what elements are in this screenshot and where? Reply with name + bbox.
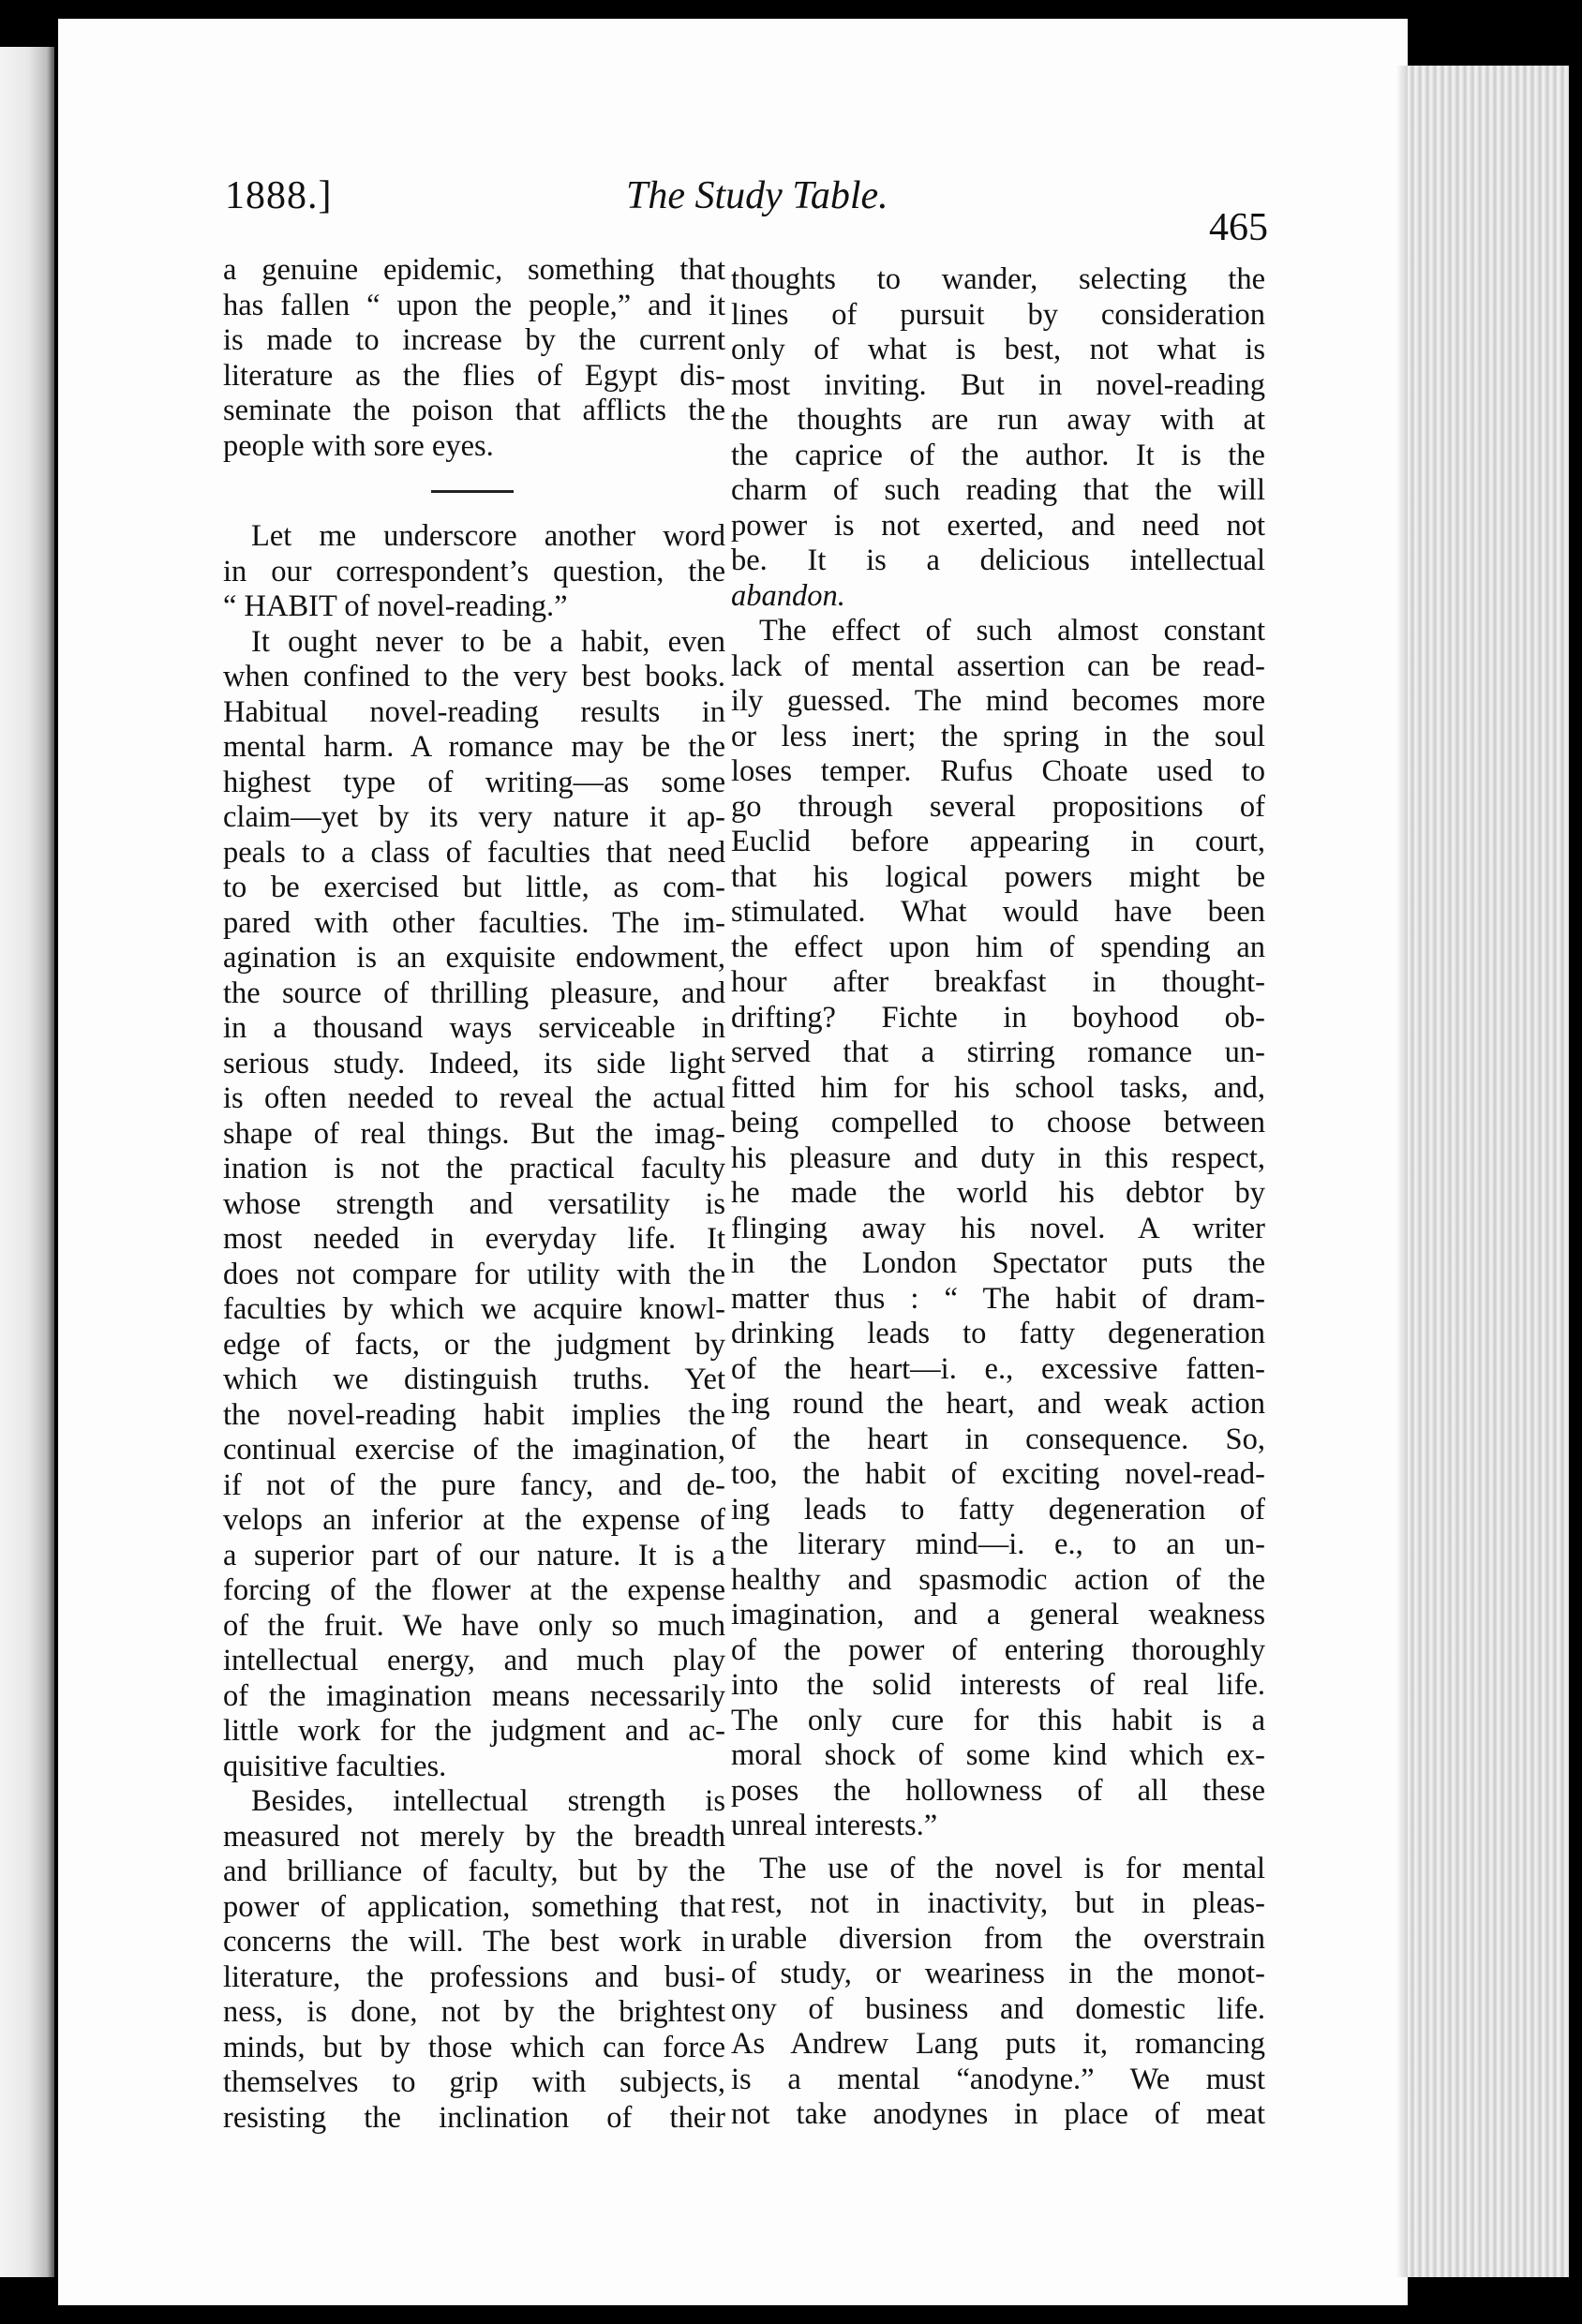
running-head-title: The Study Table. [626,174,888,217]
text-line: quisitive faculties. [223,1749,447,1783]
paragraph [731,1852,1265,2133]
text-line: seminate the poison that afflicts the [223,394,725,427]
text-line: serious study. Indeed, its side light [223,1046,725,1080]
text-line: drinking leads to fatty degeneration [731,1317,1265,1350]
text-line: fitted him for his school tasks, and, [731,1070,1265,1105]
text-line: matter thus : “ The habit of dram- [731,1281,1265,1316]
text-line: is a mental “anodyne.” We must [731,2062,1265,2096]
text-line: loses temper. Rufus Choate used to [731,754,1265,788]
text-line: minds, but by those which can force [223,2030,725,2064]
text-line: pared with other faculties. The im- [223,905,725,940]
text-line: claim—yet by its very nature it ap- [223,800,725,834]
text-line: rest, not in inactivity, but in pleas- [731,1886,1265,1920]
text-line: thoughts to wander, selecting the [731,262,1265,296]
text-line: power of application, something that [223,1889,725,1924]
text-line: whose strength and versatility is [223,1186,725,1221]
text-line: the novel-reading habit implies the [223,1397,725,1432]
text-line: resisting the inclination of their [223,2100,725,2135]
paragraph [731,614,1265,1844]
text-line: healthy and spasmodic action of the [731,1562,1265,1597]
text-line: urable diversion from the overstrain [731,1921,1265,1956]
text-line: not take anodynes in place of meat [731,2097,1265,2131]
text-line: a superior part of our nature. It is a [223,1538,725,1572]
page-edges-stack [1408,66,1569,2277]
text-line: only of what is best, not what is [731,333,1265,366]
text-line: lack of mental assertion can be read- [731,648,1265,683]
text-line: continual exercise of the imagination, [223,1433,725,1467]
text-line: ination is not the practical faculty [223,1152,725,1185]
text-line: charm of such reading that the will [731,473,1265,507]
text-line: the source of thrilling pleasure, and [223,976,725,1010]
page-number: 465 [1209,206,1268,249]
text-line: The only cure for this habit is a [731,1703,1265,1737]
text-line: edge of facts, or the judgment by [223,1327,725,1362]
text-line: in our correspondent’s question, the [223,554,725,588]
text-line: forcing of the flower at the expense [223,1573,725,1607]
text-line: of the heart—i. e., excessive fatten- [731,1351,1265,1386]
text-line: into the solid interests of real life. [731,1668,1265,1702]
text-line: moral shock of some kind which ex- [731,1738,1265,1772]
text-line: ing leads to fatty degeneration of [731,1492,1265,1527]
text-line: The effect of such almost constant [759,614,1265,648]
text-line: too, the habit of exciting novel-read- [731,1457,1265,1491]
text-line: shape of real things. But the imag- [223,1116,725,1151]
text-line: highest type of writing—as some [223,765,725,799]
text-line: of study, or weariness in the monot- [731,1957,1265,1990]
text-line: is often needed to reveal the actual [223,1081,725,1115]
left-page-edge [0,47,54,2277]
text-line: The use of the novel is for mental [759,1851,1265,1885]
text-line: Euclid before appearing in court, [731,825,1265,858]
paragraph [223,519,725,625]
paragraph [223,625,725,1785]
text-line: does not compare for utility with the [223,1257,725,1291]
text-line: is made to increase by the current [223,323,725,357]
text-line: literature, the professions and busi- [223,1959,725,1994]
text-line: As Andrew Lang puts it, romancing [731,2027,1265,2061]
text-line: served that a stirring romance un- [731,1035,1265,1069]
text-line: of the heart in consequence. So, [731,1422,1265,1456]
right-column [731,262,1265,2133]
text-line: literature as the flies of Egypt dis- [223,358,725,393]
text-line: measured not merely by the breadth [223,1819,725,1854]
paragraph [731,262,1265,614]
text-line: or less inert; the spring in the soul [731,719,1265,753]
text-line: the effect upon him of spending an [731,930,1265,964]
text-line: ony of business and domestic life. [731,1991,1265,2026]
text-line: in a thousand ways serviceable in [223,1011,725,1045]
text-line: and brilliance of faculty, but by the [223,1855,725,1888]
text-line: ness, is done, not by the brightest [223,1995,725,2029]
text-line: faculties by which we acquire knowl- [223,1292,725,1326]
text-line: has fallen “ upon the people,” and it [223,288,725,322]
paragraph [223,253,725,464]
text-line: of the imagination means necessarily [223,1678,725,1713]
text-line: intellectual energy, and much play [223,1644,725,1677]
text-line: his pleasure and duty in this respect, [731,1140,1265,1175]
text-line: Let me underscore another word [251,519,725,553]
text-line: go through several propositions of [731,789,1265,824]
text-line: little work for the judgment and ac- [223,1714,725,1748]
text-line: to be exercised but little, as com- [223,871,725,904]
text-line: ing round the heart, and weak action [731,1387,1265,1421]
text-line: most inviting. But in novel-reading [731,367,1265,402]
section-divider [431,490,514,493]
text-line: It ought never to be a habit, even [251,624,725,659]
text-line: in the London Spectator puts the [731,1246,1265,1280]
text-line: a genuine epidemic, something that [223,253,725,287]
text-line: concerns the will. The best work in [223,1925,725,1959]
text-line: Habitual novel-reading results in [223,694,725,729]
text-line: themselves to grip with subjects, [223,2065,725,2099]
text-line: stimulated. What would have been [731,895,1265,929]
text-line: of the power of entering thoroughly [731,1632,1265,1667]
text-line: if not of the pure fancy, and de- [223,1467,725,1502]
text-line: unreal interests.” [731,1809,938,1842]
text-line: drifting? Fichte in boyhood ob- [731,1000,1265,1035]
text-line: being compelled to choose between [731,1106,1265,1140]
text-line: the caprice of the author. It is the [731,438,1265,472]
text-line: power is not exerted, and need not [731,508,1265,543]
text-line: be. It is a delicious intellectual [731,544,1265,577]
text-line: abandon. [731,578,845,613]
text-line: agination is an exquisite endowment, [223,941,725,975]
text-line: flinging away his novel. A writer [731,1211,1265,1245]
text-line: poses the hollowness of all these [731,1773,1265,1808]
text-line: hour after breakfast in thought- [731,965,1265,999]
text-line: velops an inferior at the expense of [223,1503,725,1537]
text-line: of the fruit. We have only so much [223,1608,725,1643]
text-line: mental harm. A romance may be the [223,730,725,764]
text-line: peals to a class of faculties that need [223,835,725,870]
text-line: the thoughts are run away with at [731,403,1265,437]
text-line: Besides, intellectual strength is [251,1784,725,1818]
text-line: the literary mind—i. e., to an un- [731,1527,1265,1561]
text-line: people with sore eyes. [223,428,494,463]
text-line: lines of pursuit by consideration [731,297,1265,332]
text-line: imagination, and a general weakness [731,1598,1265,1631]
running-head-year: 1888.] [225,174,333,217]
paragraph [223,1784,725,2136]
text-line: when confined to the very best books. [223,660,725,693]
text-line: “ HABIT of novel-reading.” [223,589,568,623]
left-column [223,253,725,2136]
text-line: that his logical powers might be [731,859,1265,894]
text-line: ily guessed. The mind becomes more [731,684,1265,718]
text-line: he made the world his debtor by [731,1176,1265,1210]
text-line: which we distinguish truths. Yet [223,1363,725,1396]
text-line: most needed in everyday life. It [223,1222,725,1256]
